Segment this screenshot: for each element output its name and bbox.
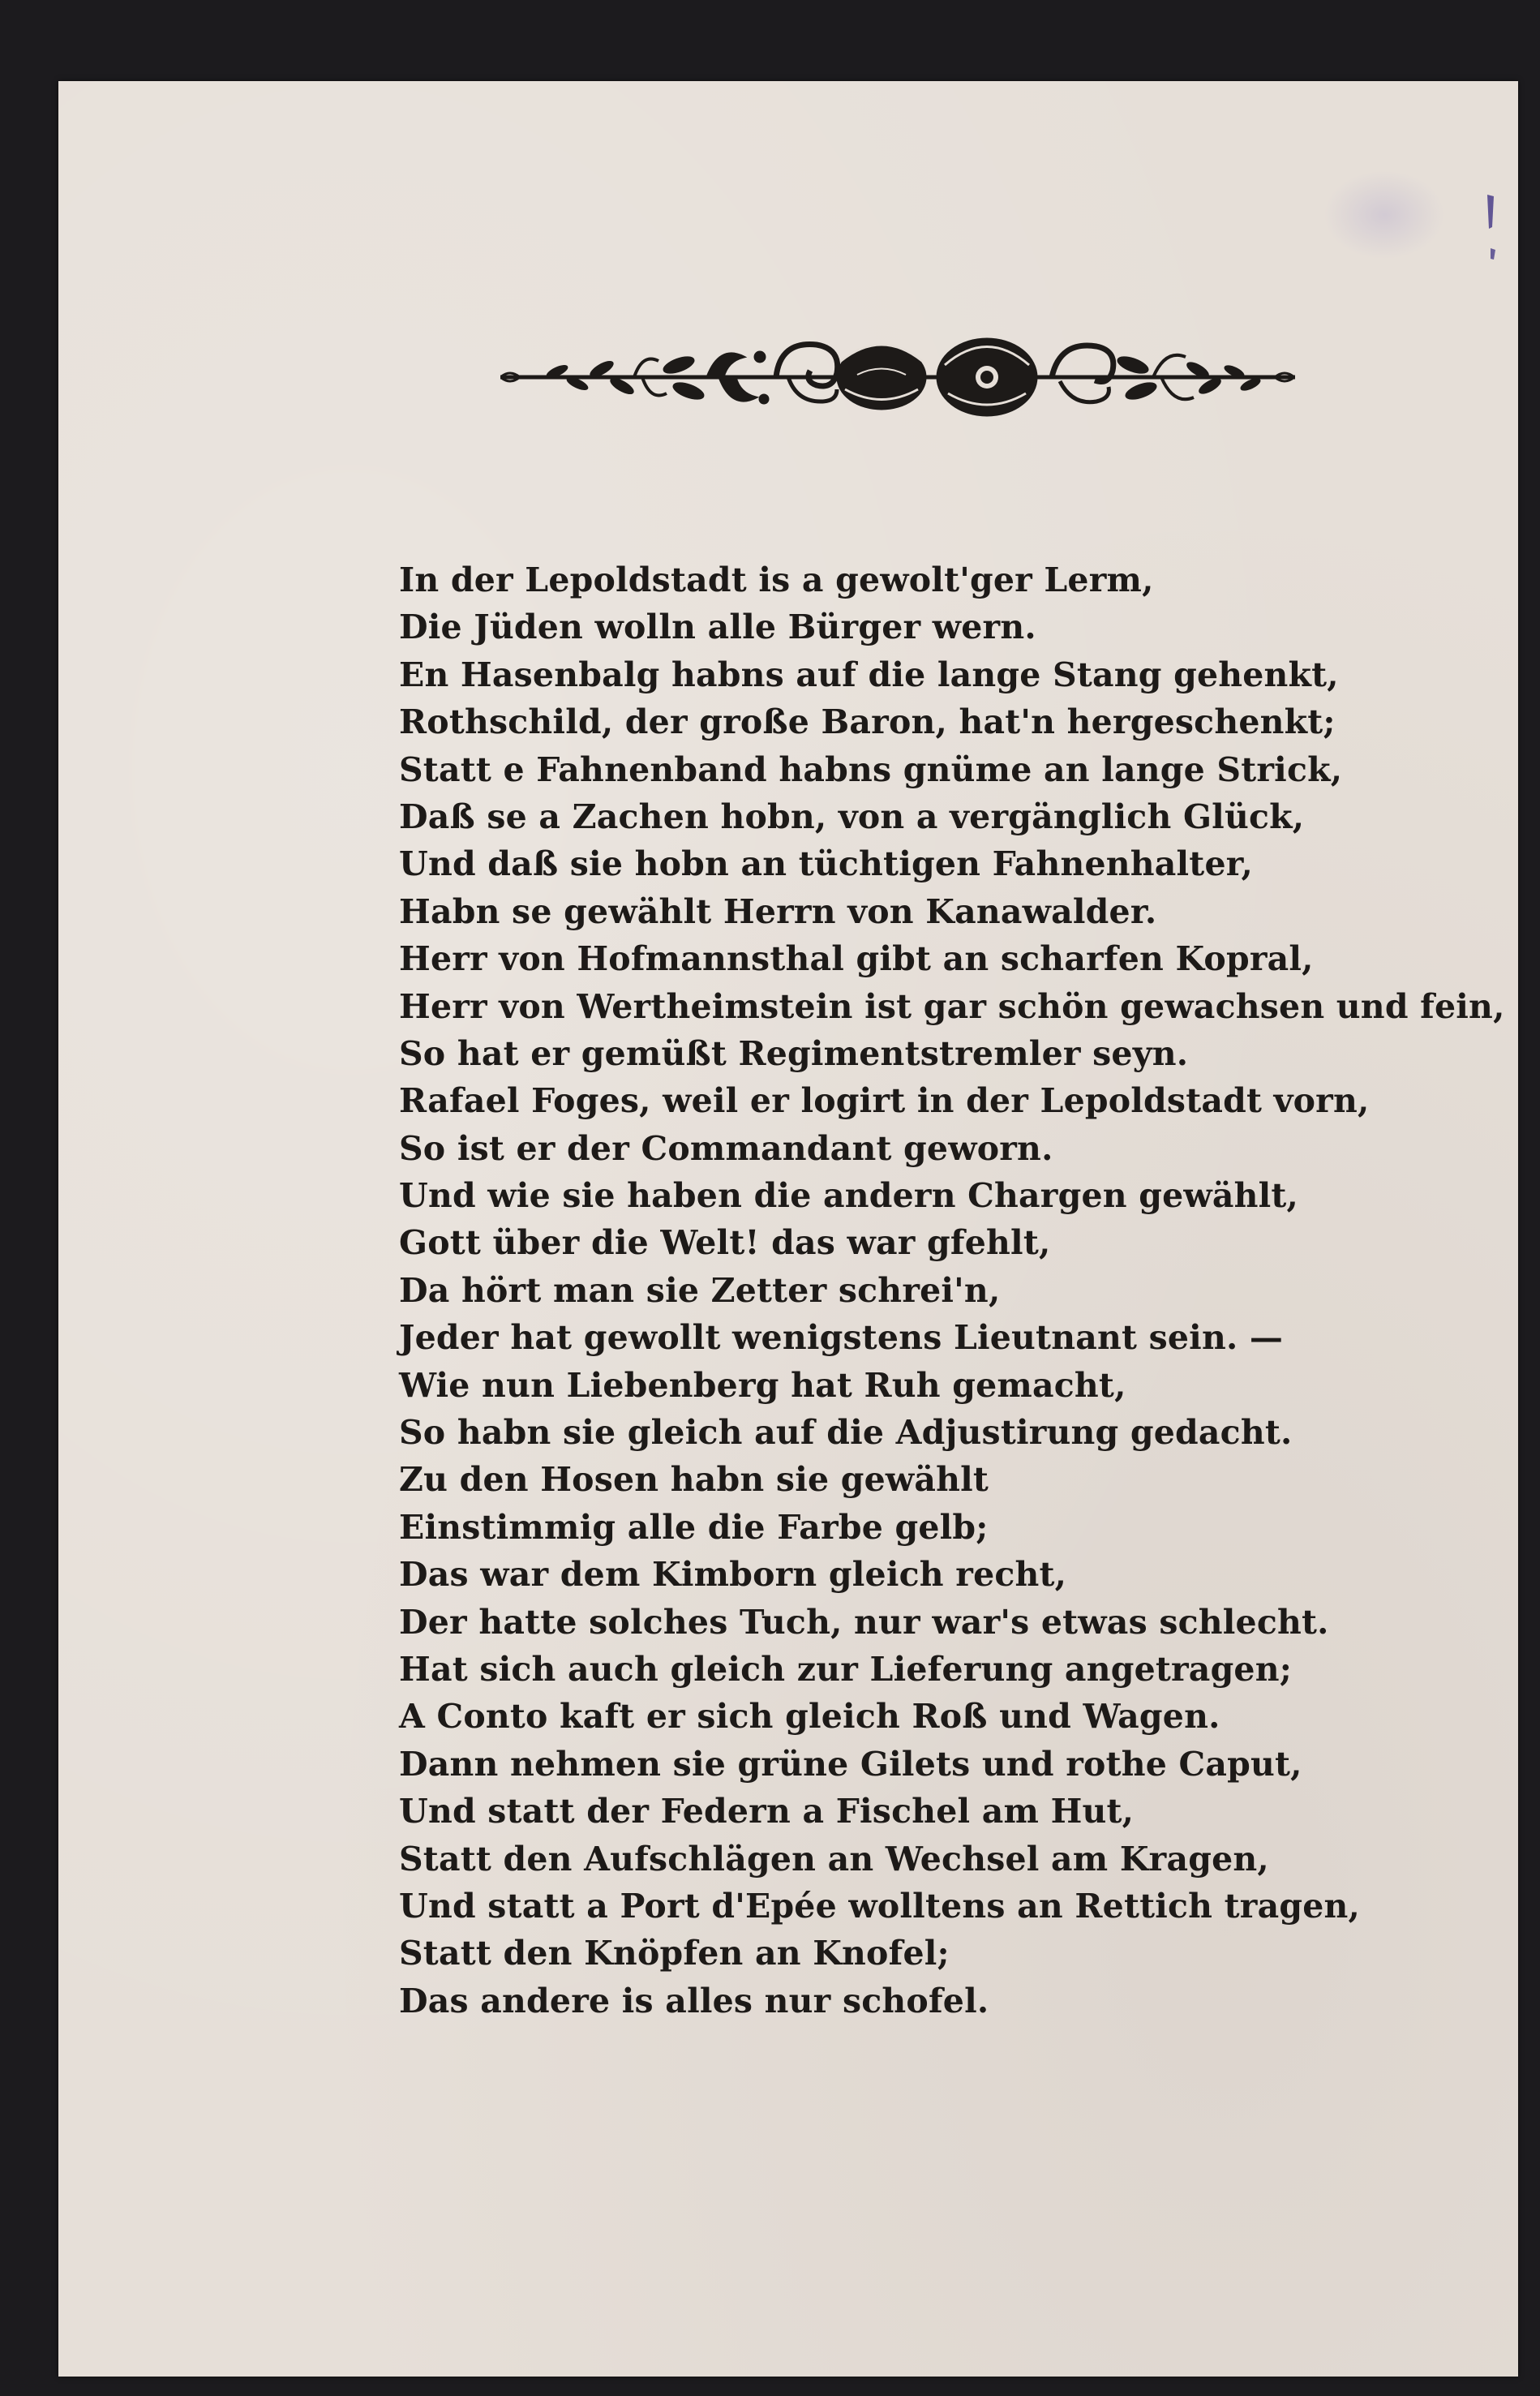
- poem-line: Herr von Wertheimstein ist gar schön gewachsen und fein,: [399, 986, 1505, 1026]
- paper-sheet: [58, 81, 1518, 2377]
- poem-line: Statt e Fahnenband habns gnüme an lange Strick,: [399, 749, 1343, 789]
- poem-line: Statt den Aufschlägen an Wechsel am Kragen,: [399, 1839, 1269, 1879]
- poem-line: Rothschild, der große Baron, hat'n hergeschenkt;: [399, 702, 1336, 742]
- floral-ornament-icon: [500, 324, 1295, 430]
- poem-line: Und wie sie haben die andern Chargen gewählt,: [399, 1176, 1299, 1216]
- poem-line: Das war dem Kimborn gleich recht,: [399, 1555, 1067, 1595]
- poem-line: A Conto kaft er sich gleich Roß und Wagen.: [399, 1697, 1220, 1737]
- poem-line: Zu den Hosen habn sie gewählt: [399, 1460, 989, 1500]
- poem-line: Das andere is alles nur schofel.: [399, 1981, 989, 2020]
- poem-text: [399, 556, 1505, 2025]
- poem-line: Und daß sie hobn an tüchtigen Fahnenhalter,: [399, 844, 1254, 884]
- poem-line: So ist er der Commandant geworn.: [399, 1128, 1053, 1168]
- poem-line: Und statt der Federn a Fischel am Hut,: [399, 1792, 1135, 1831]
- poem-line: Und statt a Port d'Epée wolltens an Rettich tragen,: [399, 1886, 1360, 1926]
- poem-line: Da hört man sie Zetter schrei'n,: [399, 1270, 1001, 1310]
- poem-line: Der hatte solches Tuch, nur war's etwas schlecht.: [399, 1602, 1329, 1642]
- poem-line: Statt den Knöpfen an Knofel;: [399, 1934, 950, 1973]
- poem-line: Jeder hat gewollt wenigstens Lieutnant sein. —: [399, 1318, 1284, 1358]
- poem-line: Gott über die Welt! das war gfehlt,: [399, 1223, 1051, 1263]
- poem-line: In der Lepoldstadt is a gewolt'ger Lerm,: [399, 560, 1154, 599]
- poem-line: Daß se a Zachen hobn, von a vergänglich Glück,: [399, 797, 1305, 836]
- ink-mark-icon: [1469, 178, 1518, 341]
- poem-line: So habn sie gleich auf die Adjustirung gedacht.: [399, 1413, 1293, 1453]
- poem-line: Die Jüden wolln alle Bürger wern.: [399, 608, 1036, 647]
- paper-stain: [1323, 170, 1445, 260]
- poem-line: Einstimmig alle die Farbe gelb;: [399, 1507, 989, 1547]
- poem-line: Wie nun Liebenberg hat Ruh gemacht,: [399, 1365, 1126, 1405]
- poem-line: Rafael Foges, weil er logirt in der Lepoldstadt vorn,: [399, 1081, 1370, 1121]
- poem-line: En Hasenbalg habns auf die lange Stang gehenkt,: [399, 655, 1339, 694]
- poem-line: Dann nehmen sie grüne Gilets und rothe Caput,: [399, 1744, 1302, 1784]
- poem-line: Hat sich auch gleich zur Lieferung angetragen;: [399, 1649, 1293, 1689]
- poem-line: So hat er gemüßt Regimentstremler seyn.: [399, 1033, 1189, 1073]
- poem-line: Habn se gewählt Herrn von Kanawalder.: [399, 891, 1157, 931]
- poem-line: Herr von Hofmannsthal gibt an scharfen Kopral,: [399, 939, 1314, 979]
